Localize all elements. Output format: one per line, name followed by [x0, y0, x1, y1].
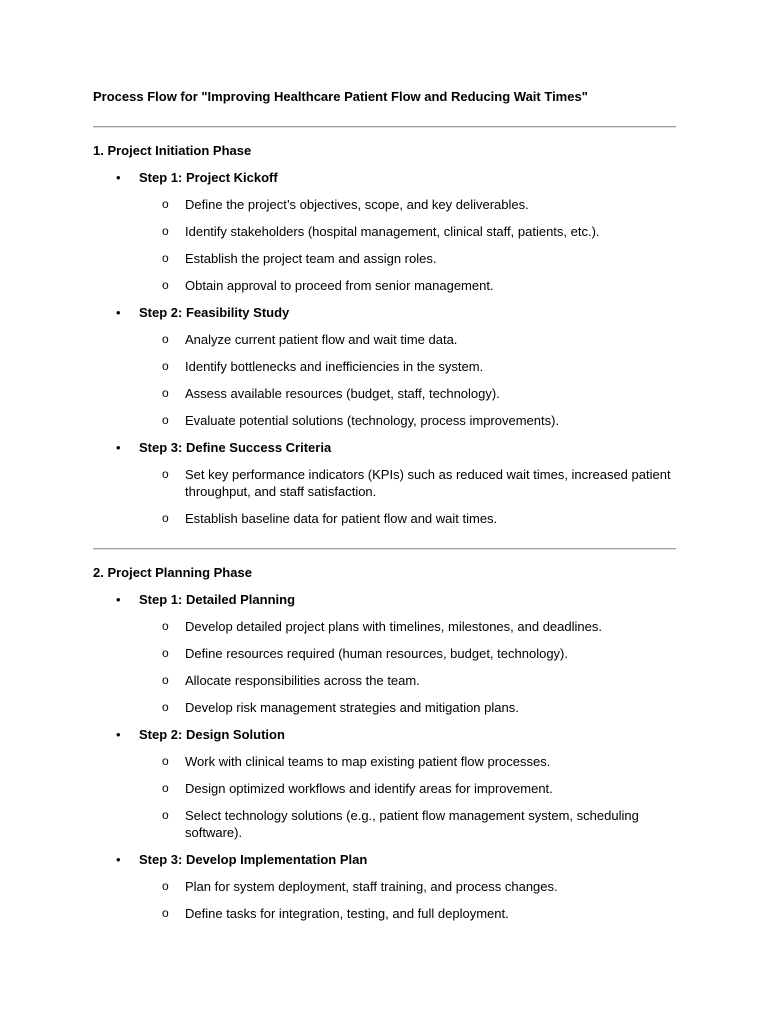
substep-text: Define resources required (human resources, budget, technology). — [185, 646, 568, 661]
phase-title: 1. Project Initiation Phase — [93, 143, 252, 158]
divider — [93, 548, 676, 550]
phase-section-2 — [93, 564, 676, 922]
phase-section-1 — [93, 142, 676, 527]
circle-bullet-icon: o — [162, 808, 169, 822]
step-item — [93, 169, 676, 294]
step-label: Step 3: Develop Implementation Plan — [139, 852, 368, 867]
list-item — [93, 331, 675, 348]
substep-text: Develop detailed project plans with timelines, milestones, and deadlines. — [185, 619, 602, 634]
substep-text: Assess available resources (budget, staff, technology). — [185, 386, 500, 401]
list-item — [93, 466, 675, 500]
substep-text: Plan for system deployment, staff training, and process changes. — [185, 879, 558, 894]
substep-text: Identify stakeholders (hospital management, clinical staff, patients, etc.). — [185, 224, 600, 239]
document-page — [93, 88, 676, 932]
substep-list — [93, 618, 676, 716]
phase-title: 2. Project Planning Phase — [93, 565, 252, 580]
bullet-icon: • — [116, 852, 121, 867]
circle-bullet-icon: o — [162, 906, 169, 920]
substep-text: Obtain approval to proceed from senior management. — [185, 278, 494, 293]
list-item — [93, 358, 675, 375]
bullet-icon: • — [116, 592, 121, 607]
substep-list — [93, 331, 676, 429]
step-item — [93, 851, 676, 922]
substep-list — [93, 196, 676, 294]
substep-text: Identify bottlenecks and inefficiencies in the system. — [185, 359, 484, 374]
list-item — [93, 645, 675, 662]
circle-bullet-icon: o — [162, 511, 169, 525]
list-item — [93, 223, 675, 240]
circle-bullet-icon: o — [162, 413, 169, 427]
circle-bullet-icon: o — [162, 278, 169, 292]
list-item — [93, 807, 675, 841]
substep-text: Establish the project team and assign roles. — [185, 251, 437, 266]
list-item — [93, 510, 675, 527]
list-item — [93, 672, 675, 689]
list-item — [93, 780, 675, 797]
divider — [93, 126, 676, 128]
step-label: Step 1: Detailed Planning — [139, 592, 296, 607]
list-item — [93, 277, 675, 294]
step-item — [93, 591, 676, 716]
step-list — [93, 169, 676, 527]
circle-bullet-icon: o — [162, 619, 169, 633]
list-item — [93, 699, 675, 716]
substep-text: Work with clinical teams to map existing patient flow processes. — [185, 754, 551, 769]
circle-bullet-icon: o — [162, 332, 169, 346]
substep-list — [93, 753, 676, 841]
bullet-icon: • — [116, 440, 121, 455]
bullet-icon: • — [116, 170, 121, 185]
step-label: Step 2: Feasibility Study — [139, 305, 290, 320]
circle-bullet-icon: o — [162, 700, 169, 714]
substep-text: Select technology solutions (e.g., patient flow management system, scheduling software). — [185, 808, 639, 840]
substep-text: Allocate responsibilities across the team. — [185, 673, 420, 688]
document-title: Process Flow for "Improving Healthcare Patient Flow and Reducing Wait Times" — [93, 89, 588, 104]
step-label: Step 2: Design Solution — [139, 727, 285, 742]
list-item — [93, 412, 675, 429]
bullet-icon: • — [116, 305, 121, 320]
step-item — [93, 439, 676, 527]
circle-bullet-icon: o — [162, 197, 169, 211]
list-item — [93, 196, 675, 213]
list-item — [93, 385, 675, 402]
circle-bullet-icon: o — [162, 754, 169, 768]
substep-list — [93, 878, 676, 922]
step-item — [93, 726, 676, 841]
substep-text: Design optimized workflows and identify areas for improvement. — [185, 781, 553, 796]
circle-bullet-icon: o — [162, 781, 169, 795]
list-item — [93, 618, 675, 635]
substep-text: Evaluate potential solutions (technology, process improvements). — [185, 413, 560, 428]
substep-text: Establish baseline data for patient flow and wait times. — [185, 511, 498, 526]
substep-text: Define the project’s objectives, scope, and key deliverables. — [185, 197, 529, 212]
circle-bullet-icon: o — [162, 224, 169, 238]
list-item — [93, 250, 675, 267]
list-item — [93, 905, 675, 922]
substep-text: Analyze current patient flow and wait time data. — [185, 332, 458, 347]
step-label: Step 1: Project Kickoff — [139, 170, 278, 185]
step-item — [93, 304, 676, 429]
bullet-icon: • — [116, 727, 121, 742]
substep-text: Define tasks for integration, testing, and full deployment. — [185, 906, 509, 921]
circle-bullet-icon: o — [162, 359, 169, 373]
circle-bullet-icon: o — [162, 646, 169, 660]
list-item — [93, 878, 675, 895]
step-label: Step 3: Define Success Criteria — [139, 440, 332, 455]
circle-bullet-icon: o — [162, 879, 169, 893]
substep-text: Develop risk management strategies and mitigation plans. — [185, 700, 519, 715]
circle-bullet-icon: o — [162, 673, 169, 687]
substep-list — [93, 466, 676, 527]
circle-bullet-icon: o — [162, 251, 169, 265]
circle-bullet-icon: o — [162, 467, 169, 481]
list-item — [93, 753, 675, 770]
step-list — [93, 591, 676, 922]
circle-bullet-icon: o — [162, 386, 169, 400]
substep-text: Set key performance indicators (KPIs) such as reduced wait times, increased patient throughput, and staff satisfaction. — [185, 467, 671, 499]
